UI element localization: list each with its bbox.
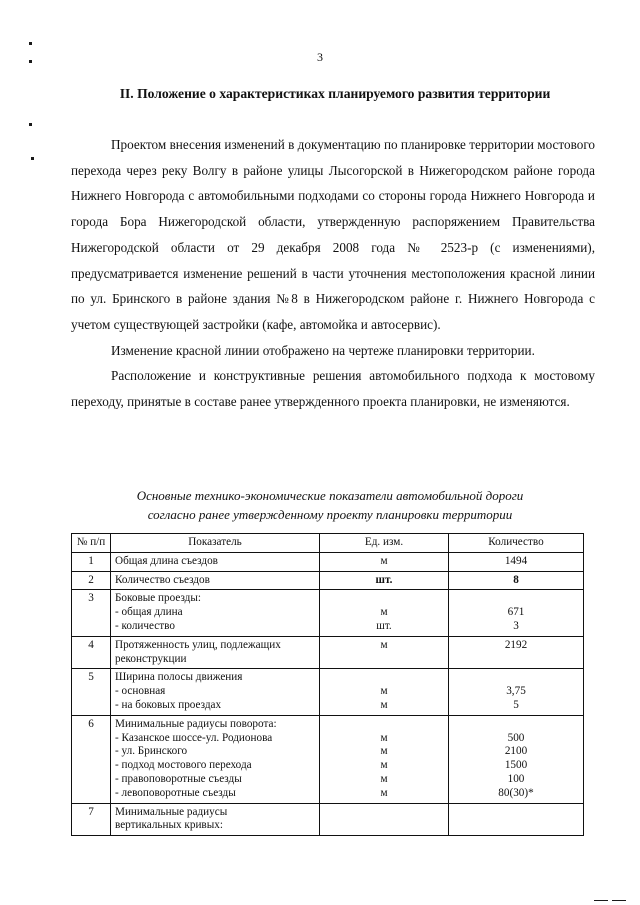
indicator-cell-line: Количество съездов (115, 573, 210, 586)
unit-cell (320, 636, 449, 669)
indicators-table (71, 533, 584, 836)
quantity-cell-line: 1500 (504, 759, 528, 772)
quantity-cell-line: 671 (507, 606, 525, 619)
indicator-cell-line: Минимальные радиусы (115, 805, 228, 818)
indicator-cell-line: - подход мостового перехода (115, 759, 252, 772)
unit-cell (320, 669, 449, 715)
unit-cell-line (324, 806, 444, 820)
table-body (72, 552, 584, 835)
row-number-cell: 3 (72, 590, 111, 636)
unit-cell-line: шт. (375, 573, 393, 586)
indicator-cell-line: Общая длина съездов (115, 554, 218, 567)
margin-mark (594, 900, 608, 901)
row-number-cell: 4 (72, 636, 111, 669)
margin-mark (29, 42, 32, 45)
header-cell-number: № п/п (72, 534, 111, 553)
unit-cell (320, 571, 449, 590)
quantity-cell (449, 803, 584, 836)
quantity-cell-line: 2192 (504, 638, 528, 651)
table-row (72, 803, 584, 836)
table-row (72, 571, 584, 590)
indicator-cell-line: - на боковых проездах (115, 698, 222, 711)
paragraph: Изменение красной линии отображено на чертеже планировки территории. (111, 342, 535, 358)
table-row (72, 636, 584, 669)
unit-cell-line: м (380, 638, 388, 651)
row-number-cell: 7 (72, 803, 111, 836)
header-cell-indicator: Показатель (111, 534, 320, 553)
indicator-cell-line: Минимальные радиусы поворота: (115, 717, 277, 730)
header-cell-unit: Ед. изм. (320, 534, 449, 553)
table-row (72, 590, 584, 636)
table-header-row (72, 534, 584, 553)
row-number-cell: 2 (72, 571, 111, 590)
caption-line: согласно ранее утвержденному проекту планировки территории (147, 507, 513, 522)
quantity-cell-line: 100 (507, 772, 525, 785)
unit-cell (320, 590, 449, 636)
quantity-cell (449, 571, 584, 590)
unit-cell (320, 715, 449, 803)
table-row (72, 552, 584, 571)
indicator-cell-line: Боковые проезды: (115, 592, 201, 605)
margin-mark (31, 157, 34, 160)
quantity-cell-line: 8 (513, 573, 519, 586)
page-number: 3 (317, 50, 323, 64)
indicator-cell (111, 669, 320, 715)
indicator-cell-line: - основная (115, 685, 166, 698)
indicator-cell-line: реконструкции (115, 652, 187, 665)
unit-cell-line (324, 592, 444, 606)
indicator-cell-line: - Казанское шоссе-ул. Родионова (115, 731, 273, 744)
table-row (72, 669, 584, 715)
unit-cell (320, 552, 449, 571)
quantity-cell-line (453, 671, 579, 685)
row-number-cell: 1 (72, 552, 111, 571)
quantity-cell-line: 3 (513, 619, 519, 632)
quantity-cell (449, 590, 584, 636)
quantity-cell-line (453, 806, 579, 820)
indicator-cell-line: - левоповоротные съезды (115, 786, 236, 799)
indicator-cell-line: Протяженность улиц, подлежащих (115, 638, 281, 651)
indicator-cell-line: вертикальных кривых: (115, 819, 223, 832)
caption-line: Основные технико-экономические показатели автомобильной дороги (136, 488, 524, 503)
quantity-cell-line: 500 (507, 731, 525, 744)
row-number-cell: 5 (72, 669, 111, 715)
indicator-cell-line: - общая длина (115, 606, 183, 619)
unit-cell-line (324, 671, 444, 685)
indicator-cell-line: Ширина полосы движения (115, 671, 243, 684)
quantity-cell-line: 5 (513, 698, 519, 711)
table-caption (80, 486, 580, 524)
quantity-cell (449, 669, 584, 715)
indicator-cell (111, 803, 320, 836)
unit-cell-line: м (380, 745, 388, 758)
unit-cell-line: м (380, 772, 388, 785)
quantity-cell-line: 80(30)* (498, 786, 534, 799)
indicator-cell-line: - ул. Бринского (115, 745, 188, 758)
unit-cell-line: м (380, 698, 388, 711)
unit-cell-line: шт. (376, 619, 392, 632)
paragraph: Проектом внесения изменений в документацию по планировке территории мостового перехода через реку Волгу в районе улицы Лысогорской в Нижегородском районе города Нижнего Новгорода с автомобильными подходами со стороны города Нижнего Новгорода и города Бора Нижегородской области, утвержденную распоряжением Правительства Нижегородской области от 29 декабря 2008 года № 2523-р (с изменениями), предусматривается изменение решений в части уточнения местоположения красной линии по ул. Бринского в районе здания №8 в Нижегородском районе г. Нижнего Новгорода с учетом существующей застройки (кафе, автомойка и автосервис). (71, 137, 595, 332)
unit-cell-line (324, 718, 444, 732)
unit-cell (320, 803, 449, 836)
quantity-cell-line: 1494 (504, 554, 528, 567)
indicator-cell (111, 552, 320, 571)
indicator-cell (111, 590, 320, 636)
unit-cell-line: м (380, 786, 388, 799)
indicator-cell-line: - правоповоротные съезды (115, 772, 242, 785)
margin-mark (612, 900, 626, 901)
quantity-cell-line (453, 718, 579, 732)
unit-cell-line: м (380, 759, 388, 772)
unit-cell-line: м (380, 606, 388, 619)
quantity-cell-line: 2100 (504, 745, 528, 758)
section-heading: II. Положение о характеристиках планируемого развития территории (119, 86, 551, 101)
row-number-cell: 6 (72, 715, 111, 803)
indicator-cell-line: - количество (115, 619, 175, 632)
quantity-cell-line: 3,75 (506, 685, 526, 698)
margin-mark (29, 123, 32, 126)
quantity-cell (449, 715, 584, 803)
quantity-cell (449, 552, 584, 571)
header-cell-quantity: Количество (449, 534, 584, 553)
body-text (71, 132, 595, 415)
table-row (72, 715, 584, 803)
indicator-cell (111, 571, 320, 590)
unit-cell-line: м (380, 554, 388, 567)
paragraph: Расположение и конструктивные решения автомобильного подхода к мостовому переходу, принятые в составе ранее утвержденного проекта планировки, не изменяются. (71, 368, 595, 410)
quantity-cell (449, 636, 584, 669)
indicator-cell (111, 636, 320, 669)
unit-cell-line: м (380, 731, 388, 744)
unit-cell-line: м (380, 685, 388, 698)
indicator-cell (111, 715, 320, 803)
quantity-cell-line (453, 592, 579, 606)
